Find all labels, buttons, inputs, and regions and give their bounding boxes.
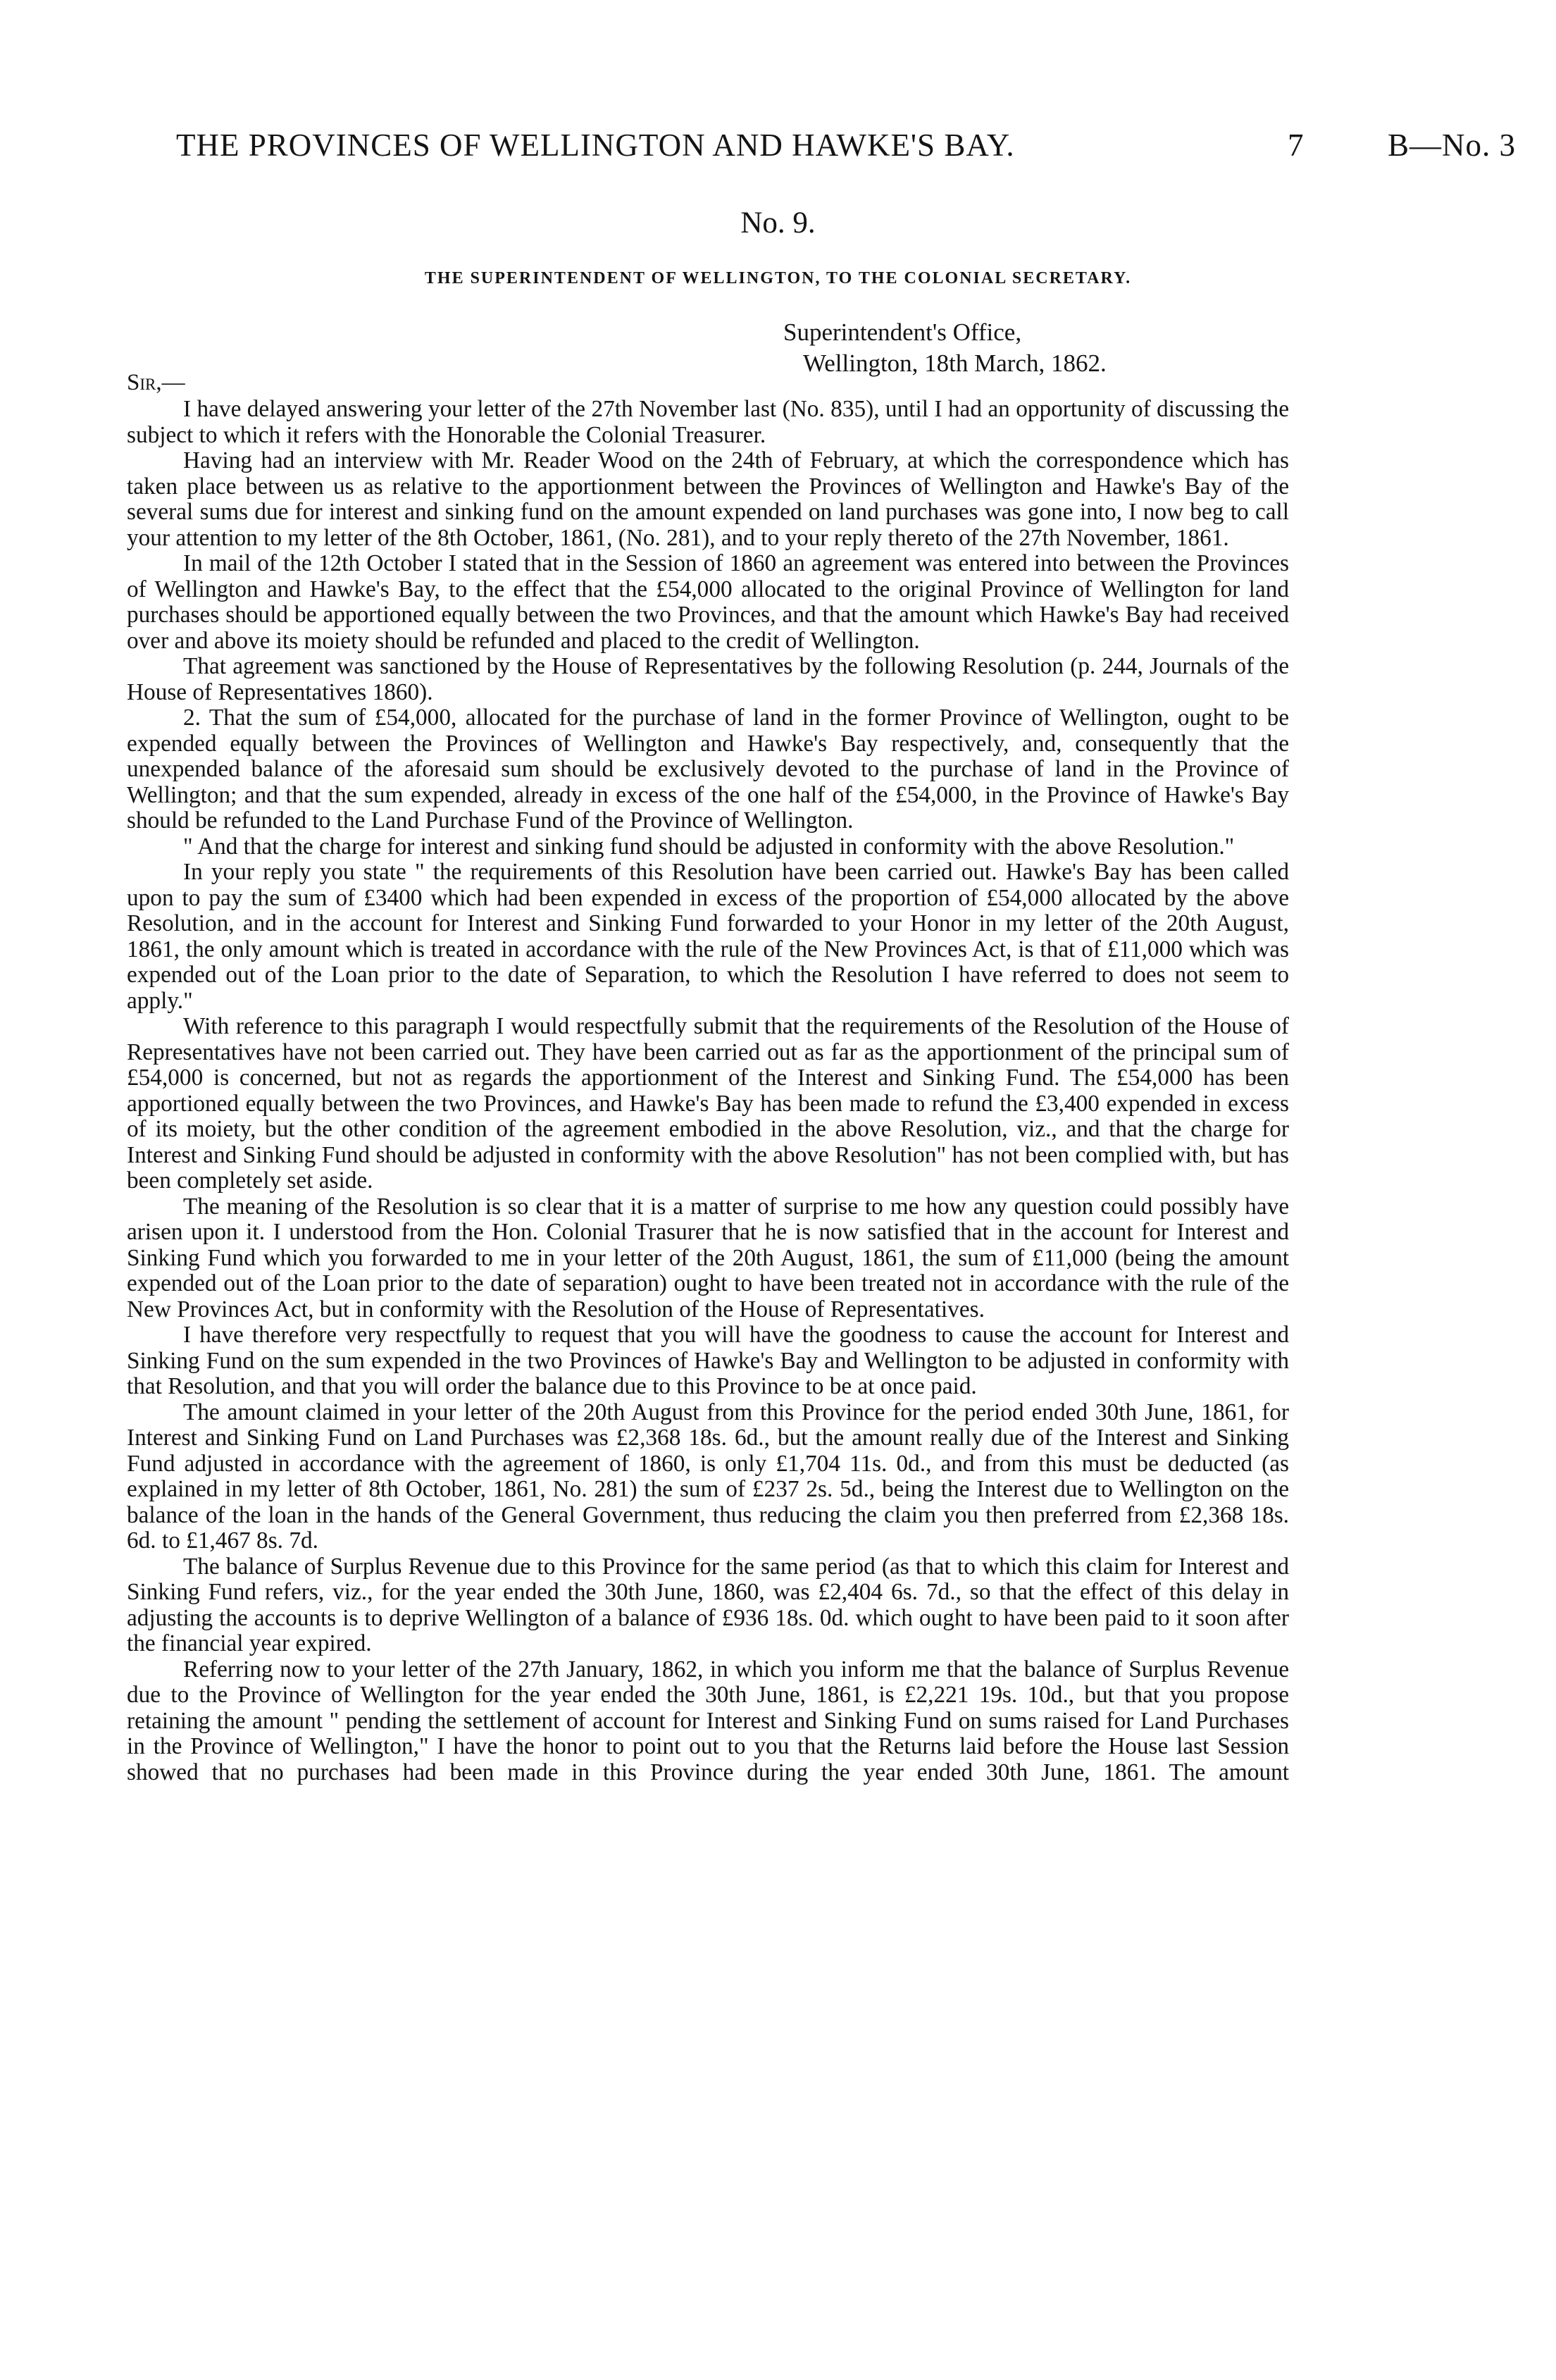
- paragraph: The meaning of the Resolution is so clear that it is a matter of surprise to me how any question could possibly have arisen upon it. I understood from the Hon. Colonial Trasurer that he is now satisfied that in the account for Interest and Sinking Fund which you forwarded to me in your letter of the 20th August, 1861, the sum of £11,000 (being the amount expended out of the Loan prior to the date of separation) ought to have been treated not in accordance with the rule of the New Provinces Act, but in conformity with the Resolution of the House of Representatives.: [127, 1193, 1289, 1322]
- paragraph: Having had an interview with Mr. Reader Wood on the 24th of February, at which the correspondence which has taken place between us as relative to the apportionment between the Provinces of Wellington and Hawke's Bay of the several sums due for interest and sinking fund on the amount expended on land purchases was gone into, I now beg to call your attention to my letter of the 8th October, 1861, (No. 281), and to your reply thereto of the 27th November, 1861.: [127, 447, 1289, 551]
- paragraph: Referring now to your letter of the 27th January, 1862, in which you inform me that the balance of Surplus Revenue due to the Province of Wellington for the year ended the 30th June, 1861, is £2,221 19s. 10d., but that you propose retaining the amount " pending the settlement of account for Interest and Sinking Fund on sums raised for Land Purchases in the Province of Wellington," I have the honor to point out to you that the Returns laid before the House last Session showed that no purchases had been made in this Province during the year ended 30th June, 1861. The amount: [127, 1656, 1289, 1785]
- resolution-quote: " And that the charge for interest and sinking fund should be adjusted in conformity with the above Resolution.": [183, 833, 1235, 860]
- sender-address: [783, 317, 1347, 379]
- paragraph: I have therefore very respectfully to request that you will have the goodness to cause the account for Interest and Sinking Fund on the sum expended in the two Provinces of Hawke's Bay and Wellington to be adjusted in conformity with that Resolution, and that you will order the balance due to this Province to be at once paid.: [127, 1322, 1289, 1399]
- paragraph: With reference to this paragraph I would respectfully submit that the requirements of the Resolution of the House of Representatives have not been carried out. They have been carried out as far as the apportionment of the principal sum of £54,000 is concerned, but not as regards the apportionment of the Interest and Sinking Fund. The £54,000 has been apportioned equally between the two Provinces, and Hawke's Bay has been made to refund the £3,400 expended in excess of its moiety, but the other condition of the agreement embodied in the above Resolution, viz., and that the charge for Interest and Sinking Fund should be adjusted in conformity with the above Resolution" has not been complied with, but has been completely set aside.: [127, 1013, 1289, 1194]
- document-heading: THE SUPERINTENDENT OF WELLINGTON, TO THE COLONIAL SECRETARY.: [424, 269, 1132, 287]
- series-number: B—No. 3: [1387, 128, 1516, 163]
- resolution-quote: 2. That the sum of £54,000, allocated for the purchase of land in the former Province of Wellington, ought to be expended equally between the Provinces of Wellington and Hawke's Bay respectively, and, consequently that the unexpended balance of the aforesaid sum should be exclusively devoted to the purchase of land in the Province of Wellington; and that the sum expended, already in excess of the one half of the £54,000, in the Province of Hawke's Bay should be refunded to the Land Purchase Fund of the Province of Wellington.: [127, 705, 1289, 833]
- salutation: Sir,—: [127, 370, 185, 395]
- paragraph: That agreement was sanctioned by the House of Representatives by the following Resolution (p. 244, Journals of the House of Representatives 1860).: [127, 653, 1289, 705]
- letter-body: [127, 397, 1289, 1785]
- address-line-office: Superintendent's Office,: [783, 318, 1022, 346]
- paragraph: The balance of Surplus Revenue due to this Province for the same period (as that to which this claim for Interest and Sinking Fund refers, viz., for the year ended the 30th June, 1860, was £2,404 6s. 7d., so that the effect of this delay in adjusting the accounts is to deprive Wellington of a balance of £936 18s. 0d. which ought to have been paid to it soon after the financial year expired.: [127, 1553, 1289, 1656]
- paragraph: The amount claimed in your letter of the 20th August from this Province for the period ended 30th June, 1861, for Interest and Sinking Fund on Land Purchases was £2,368 18s. 6d., but the amount really due of the Interest and Sinking Fund adjusted in accordance with the agreement of 1860, is only £1,704 11s. 0d., and from this must be deducted (as explained in my letter of 8th October, 1861, No. 281) the sum of £237 2s. 5d., being the Interest due to Wellington on the balance of the loan in the hands of the General Government, thus reducing the claim you then preferred from £2,368 18s. 6d. to £1,467 8s. 7d.: [127, 1399, 1289, 1554]
- address-line-date: Wellington, 18th March, 1862.: [803, 349, 1107, 377]
- paragraph: In your reply you state " the requirements of this Resolution have been carried out. Hawke's Bay has been called upon to pay the sum of £3400 which had been expended in excess of the proportion of £54,000 allocated by the above Resolution, and in the account for Interest and Sinking Fund forwarded to your Honor in my letter of the 20th August, 1861, the only amount which is treated in accordance with the rule of the New Provinces Act, is that of £11,000 which was expended out of the Loan prior to the date of Separation, to which the Resolution I have referred to does not seem to apply.": [127, 859, 1289, 1014]
- paragraph: I have delayed answering your letter of the 27th November last (No. 835), until I had an opportunity of discussing the subject to which it refers with the Honorable the Colonial Treasurer.: [127, 396, 1289, 448]
- running-title: THE PROVINCES OF WELLINGTON AND HAWKE'S BAY.: [176, 128, 1015, 163]
- paragraph: In mail of the 12th October I stated that in the Session of 1860 an agreement was entered into between the Provinces of Wellington and Hawke's Bay, to the effect that the £54,000 allocated to the original Province of Wellington for land purchases should be apportioned equally between the two Provinces, and that the amount which Hawke's Bay had received over and above its moiety should be refunded and placed to the credit of Wellington.: [127, 550, 1289, 654]
- running-header: [176, 127, 1514, 169]
- document-number: No. 9.: [740, 206, 816, 240]
- page-number: 7: [1288, 128, 1305, 163]
